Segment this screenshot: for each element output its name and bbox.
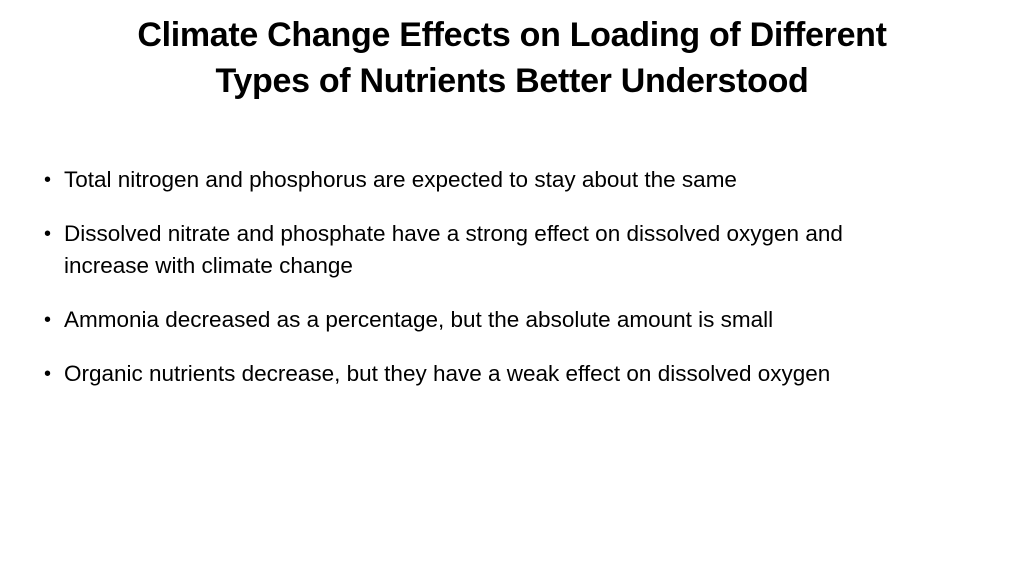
slide-title: [60, 12, 964, 104]
bullet-item-organic-nutrients: [44, 358, 914, 390]
bullet-item-total-nitrogen: [44, 164, 914, 196]
bullet-list: [44, 164, 914, 412]
bullet-dot-icon: •: [44, 223, 52, 245]
bullet-dot-icon: •: [44, 363, 52, 385]
slide-title-line-2: Types of Nutrients Better Understood: [215, 62, 809, 100]
bullet-text: Dissolved nitrate and phosphate have a strong effect on dissolved oxygen and increase with climate change: [64, 221, 843, 278]
bullet-text: Total nitrogen and phosphorus are expected to stay about the same: [64, 167, 737, 192]
bullet-dot-icon: •: [44, 169, 52, 191]
bullet-text: Organic nutrients decrease, but they have a weak effect on dissolved oxygen: [64, 361, 831, 386]
bullet-text: Ammonia decreased as a percentage, but the absolute amount is small: [64, 307, 774, 332]
slide-title-line-1: Climate Change Effects on Loading of Different: [137, 16, 887, 54]
bullet-dot-icon: •: [44, 309, 52, 331]
bullet-item-ammonia: [44, 304, 914, 336]
bullet-item-dissolved-nitrate: [44, 218, 914, 282]
